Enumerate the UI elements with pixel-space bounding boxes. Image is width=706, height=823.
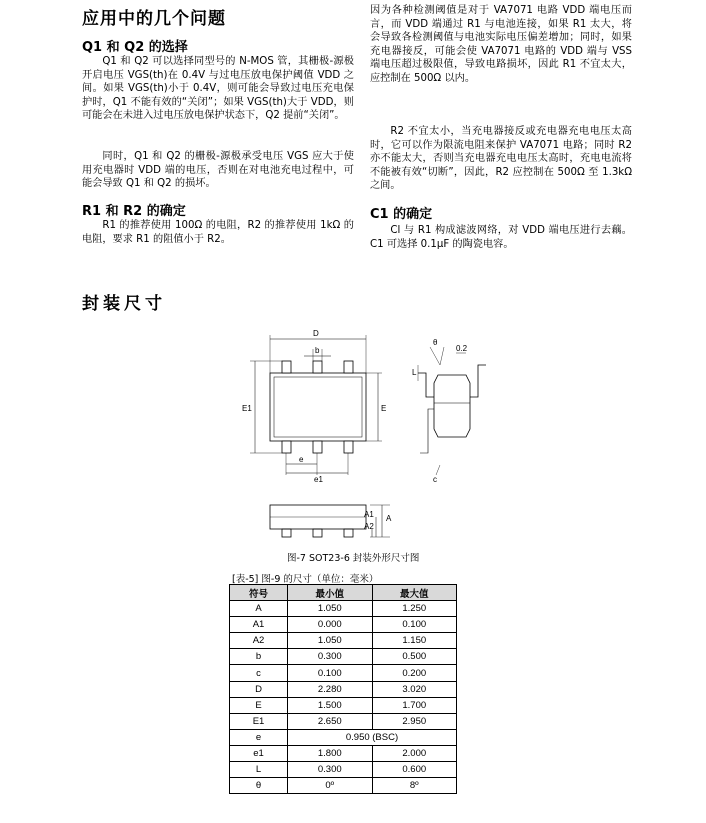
table-row [230, 762, 457, 778]
label-0-2: 0.2 [456, 344, 468, 353]
figure-caption: 图-7 SOT23-6 封装外形尺寸图 [287, 553, 420, 564]
cell-min: 2.650 [288, 713, 373, 729]
label-A: A [386, 514, 392, 523]
cell-min: 0.300 [288, 649, 373, 665]
table-row [230, 633, 457, 649]
cell-max: 3.020 [372, 681, 457, 697]
cell-max: 1.250 [372, 601, 457, 617]
cell-symbol: e1 [230, 745, 288, 761]
cell-max: 1.150 [372, 633, 457, 649]
cell-max: 0.200 [372, 665, 457, 681]
label-A1: A1 [364, 510, 374, 519]
cell-symbol: L [230, 762, 288, 778]
cell-min: 0.300 [288, 762, 373, 778]
table-row [230, 681, 457, 697]
cell-merged: 0.950 (BSC) [288, 729, 457, 745]
cell-symbol: E [230, 697, 288, 713]
cell-min: 1.800 [288, 745, 373, 761]
paragraph-r1-explanation: 因为各种检测阈值是对于 VA7071 电路 VDD 端电压而言，而 VDD 端通过 R1 与电池连接，如果 R1 太大，将会导致各检测阈值与电池实际电压偏差增加；同时，如果充电器接反，可能会使 VA7071 电路的 VDD 端与 VSS 端电压超过极限值，导致电路损坏，因此 R1 不宜太大，应控制在 500Ω 以内。 [370, 5, 632, 84]
label-D: D [313, 329, 319, 338]
cell-max: 1.700 [372, 697, 457, 713]
table-row [230, 729, 457, 745]
cell-symbol: θ [230, 778, 288, 794]
cell-max: 0.500 [372, 649, 457, 665]
section-title-package: 封装尺寸 [82, 294, 166, 314]
table-caption: [表-5] 图-9 的尺寸（单位：毫米） [232, 574, 379, 585]
label-e: e [299, 455, 304, 464]
table-row [230, 697, 457, 713]
header-min: 最小值 [288, 585, 373, 601]
cell-symbol: A [230, 601, 288, 617]
section-title-application: 应用中的几个问题 [82, 9, 226, 29]
table-row [230, 665, 457, 681]
cell-min: 1.050 [288, 633, 373, 649]
paragraph-c1: Cl 与 R1 构成滤波网络，对 VDD 端电压进行去藕。C1 可选择 0.1μF 的陶瓷电容。 [370, 225, 632, 250]
cell-max: 0.100 [372, 617, 457, 633]
header-symbol: 符号 [230, 585, 288, 601]
cell-min: 2.280 [288, 681, 373, 697]
cell-min: 1.050 [288, 601, 373, 617]
label-b: b [315, 346, 320, 355]
cell-symbol: A1 [230, 617, 288, 633]
table-row [230, 745, 457, 761]
cell-symbol: D [230, 681, 288, 697]
label-A2: A2 [364, 522, 374, 531]
paragraph-r2-explanation: R2 不宜太小，当充电器接反或充电器充电电压太高时，它可以作为限流电阻来保护 VA7071 电路；同时 R2 亦不能太大，否则当充电器充电电压太高时，充电电流将不能被有效“切断”，因此，R2 应控制在 500Ω 至 1.3kΩ 之间。 [370, 126, 632, 192]
cell-min: 1.500 [288, 697, 373, 713]
table-row [230, 617, 457, 633]
heading-c1: C1 的确定 [370, 207, 433, 222]
package-outline-drawing [230, 325, 500, 550]
cell-max: 2.950 [372, 713, 457, 729]
paragraph-q-selection: Q1 和 Q2 可以选择同型号的 N-MOS 管，其栅极-源极开启电压 VGS(th)在 0.4V 与过电压放电保护阈值 VDD 之间。如果 VGS(th)小于 0.4V，则可能会导致过电压充电保护时，Q1 不能有效的“关闭”；如果 VGS(th)大于 VDD，则可能会在未进入过电压放电保护状态下，Q2 提前“关闭”。 [82, 56, 354, 122]
cell-symbol: A2 [230, 633, 288, 649]
header-max: 最大值 [372, 585, 457, 601]
paragraph-r-values: R1 的推荐使用 100Ω 的电阻，R2 的推荐使用 1kΩ 的电阻，要求 R1 的阻值小于 R2。 [82, 220, 354, 245]
heading-q1-q2: Q1 和 Q2 的选择 [82, 40, 188, 55]
label-e1: e1 [314, 475, 323, 484]
label-E1: E1 [242, 404, 252, 413]
cell-symbol: c [230, 665, 288, 681]
heading-r1-r2: R1 和 R2 的确定 [82, 204, 186, 219]
cell-symbol: e [230, 729, 288, 745]
cell-symbol: b [230, 649, 288, 665]
label-L: L [412, 368, 417, 377]
table-header-row [230, 585, 457, 601]
table-row [230, 649, 457, 665]
label-theta: θ [433, 338, 438, 347]
table-row [230, 778, 457, 794]
cell-min: 0.100 [288, 665, 373, 681]
label-c: c [433, 475, 437, 484]
table-row [230, 713, 457, 729]
cell-max: 2.000 [372, 745, 457, 761]
table-row [230, 601, 457, 617]
label-E: E [381, 404, 387, 413]
cell-symbol: E1 [230, 713, 288, 729]
cell-max: 8º [372, 778, 457, 794]
cell-min: 0.000 [288, 617, 373, 633]
paragraph-q-gate-voltage: 同时，Q1 和 Q2 的栅极-源极承受电压 VGS 应大于使用充电器时 VDD 端的电压，否则在对电池充电过程中，可能会导致 Q1 和 Q2 的损坏。 [82, 151, 354, 190]
dimension-table [229, 584, 457, 794]
cell-max: 0.600 [372, 762, 457, 778]
cell-min: 0º [288, 778, 373, 794]
